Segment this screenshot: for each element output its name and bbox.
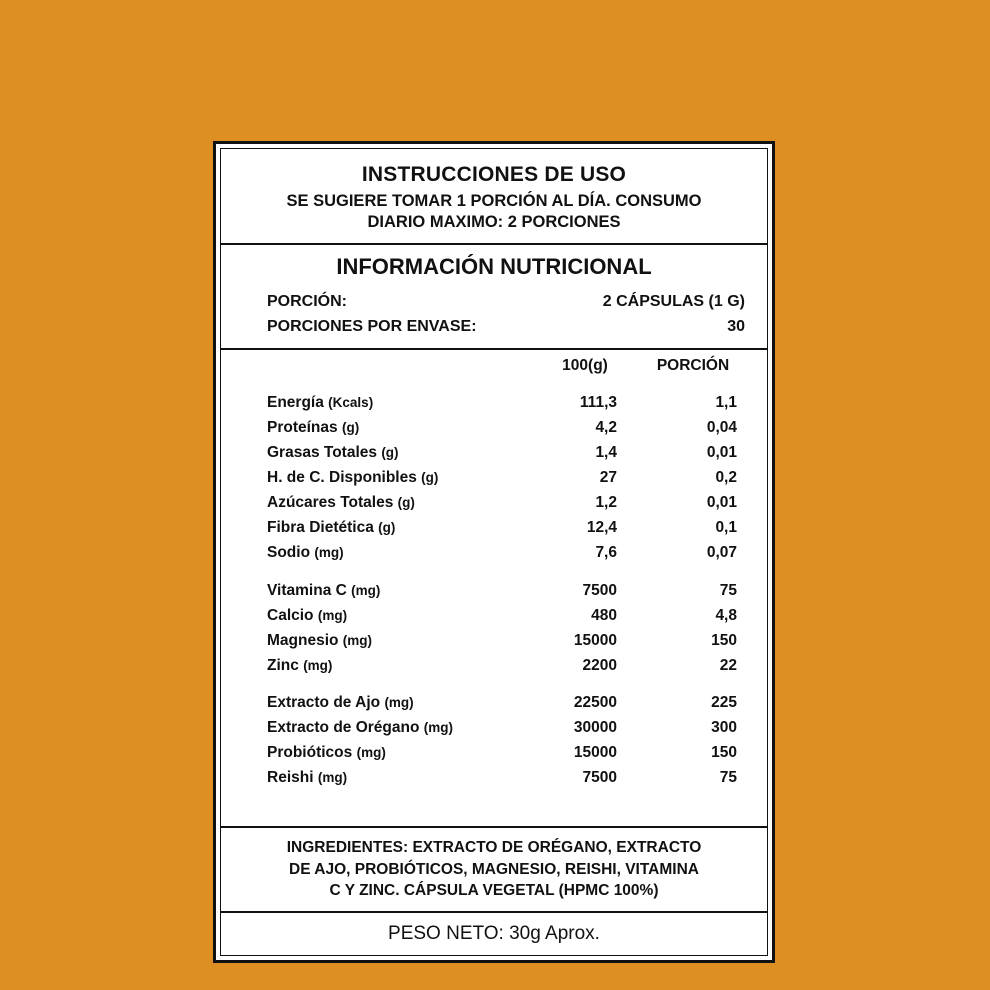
row-per100: 7,6 [595, 544, 617, 562]
row-portion: 0,1 [715, 519, 737, 537]
nutrition-title: INFORMACIÓN NUTRICIONAL [336, 254, 652, 280]
row-portion: 22 [719, 656, 737, 674]
nutrition-label-panel [213, 141, 775, 963]
ingredients-line-3: C Y ZINC. CÁPSULA VEGETAL (HPMC 100%) [329, 882, 659, 900]
nutrient-group-macros [267, 390, 745, 566]
row-portion: 4,8 [715, 606, 737, 624]
row-per100: 4,2 [595, 418, 617, 436]
row-per100: 7500 [582, 581, 617, 599]
row-unit: (mg) [423, 720, 454, 736]
row-unit: (mg) [317, 607, 348, 623]
row-unit: (g) [378, 520, 396, 536]
table-column-headers [267, 357, 745, 375]
row-name: Magnesio [267, 631, 339, 649]
row-per100: 15000 [573, 744, 617, 762]
row-name: Probióticos [267, 744, 353, 762]
serving-row [267, 315, 745, 340]
row-name: Proteínas [267, 418, 338, 436]
row-per100: 1,4 [595, 444, 617, 462]
nutrient-group-minerals [267, 578, 745, 678]
row-name: Grasas Totales [267, 444, 377, 462]
row-name: H. de C. Disponibles [267, 469, 417, 487]
row-portion: 75 [719, 769, 737, 787]
table-row [267, 578, 745, 603]
row-name: Sodio [267, 544, 311, 562]
row-portion: 300 [711, 719, 737, 737]
nutrition-label-frame [220, 148, 768, 956]
row-name: Azúcares Totales [267, 494, 394, 512]
row-portion: 0,01 [706, 444, 737, 462]
ingredients-section [221, 828, 767, 913]
row-unit: (mg) [384, 695, 414, 711]
row-per100: 30000 [573, 719, 617, 737]
serving-section [221, 287, 767, 350]
row-name: Energía [267, 393, 324, 411]
ingredients-line-2: DE AJO, PROBIÓTICOS, MAGNESIO, REISHI, VITAMINA [289, 860, 699, 878]
table-row [267, 715, 745, 740]
ingredients-line-1: INGREDIENTES: EXTRACTO DE ORÉGANO, EXTRACTO [286, 838, 702, 856]
row-portion: 75 [719, 581, 737, 599]
row-name: Calcio [267, 606, 314, 624]
row-per100: 1,2 [595, 494, 617, 512]
table-row [267, 465, 745, 490]
row-portion: 150 [711, 744, 737, 762]
column-header-name [267, 357, 529, 375]
serving-label: PORCIÓN: [267, 293, 347, 311]
row-unit: (g) [397, 495, 415, 511]
servings-per-container-label: PORCIONES POR ENVASE: [267, 318, 477, 336]
row-per100: 7500 [582, 769, 617, 787]
instructions-section [221, 149, 767, 245]
row-per100: 480 [591, 606, 617, 624]
row-unit: (mg) [342, 632, 373, 648]
table-row [267, 603, 745, 628]
table-row [267, 540, 745, 565]
column-header-portion: PORCIÓN [656, 356, 730, 374]
row-portion: 150 [711, 631, 737, 649]
row-name: Fibra Dietética [267, 519, 374, 537]
row-portion: 0,04 [706, 418, 737, 436]
row-portion: 0,2 [715, 469, 737, 487]
table-row [267, 490, 745, 515]
table-row [267, 740, 745, 765]
row-portion: 0,07 [706, 544, 737, 562]
instructions-title: INSTRUCCIONES DE USO [361, 163, 627, 186]
column-header-per100: 100(g) [562, 356, 608, 374]
row-per100: 111,3 [579, 393, 617, 411]
row-unit: (mg) [356, 745, 386, 761]
instructions-line-1: SE SUGIERE TOMAR 1 PORCIÓN AL DÍA. CONSUMO [286, 192, 702, 210]
row-unit: (g) [381, 445, 399, 461]
row-unit: (g) [341, 419, 360, 435]
row-portion: 1,1 [715, 393, 737, 411]
table-row [267, 515, 745, 540]
table-row [267, 765, 745, 790]
row-unit: (mg) [351, 582, 381, 598]
row-per100: 12,4 [586, 519, 617, 537]
row-per100: 27 [599, 469, 617, 487]
nutrition-table [221, 350, 767, 828]
row-name: Zinc [267, 656, 299, 674]
nutrient-group-extracts [267, 690, 745, 790]
row-unit: (g) [421, 470, 439, 486]
servings-per-container-value: 30 [727, 318, 745, 336]
row-unit: (mg) [314, 545, 344, 561]
row-name: Reishi [267, 769, 314, 787]
row-per100: 22500 [573, 694, 617, 712]
table-row [267, 628, 745, 653]
row-name: Extracto de Ajo [267, 694, 381, 712]
table-row [267, 415, 745, 440]
table-row [267, 440, 745, 465]
row-portion: 225 [711, 694, 737, 712]
row-unit: (Kcals) [328, 394, 374, 410]
serving-row [267, 290, 745, 315]
group-divider [267, 566, 745, 578]
row-per100: 2200 [582, 656, 617, 674]
table-row [267, 390, 745, 415]
row-per100: 15000 [573, 631, 617, 649]
row-portion: 0,01 [706, 494, 737, 512]
serving-value: 2 CÁPSULAS (1 G) [602, 293, 745, 311]
table-row [267, 653, 745, 678]
net-weight: PESO NETO: 30g Aprox. [388, 923, 600, 944]
instructions-line-2: DIARIO MAXIMO: 2 PORCIONES [367, 213, 621, 232]
group-divider [267, 678, 745, 690]
row-name: Vitamina C [267, 581, 347, 599]
row-unit: (mg) [303, 657, 333, 673]
row-unit: (mg) [317, 770, 348, 786]
row-name: Extracto de Orégano [267, 719, 420, 737]
table-row [267, 690, 745, 715]
